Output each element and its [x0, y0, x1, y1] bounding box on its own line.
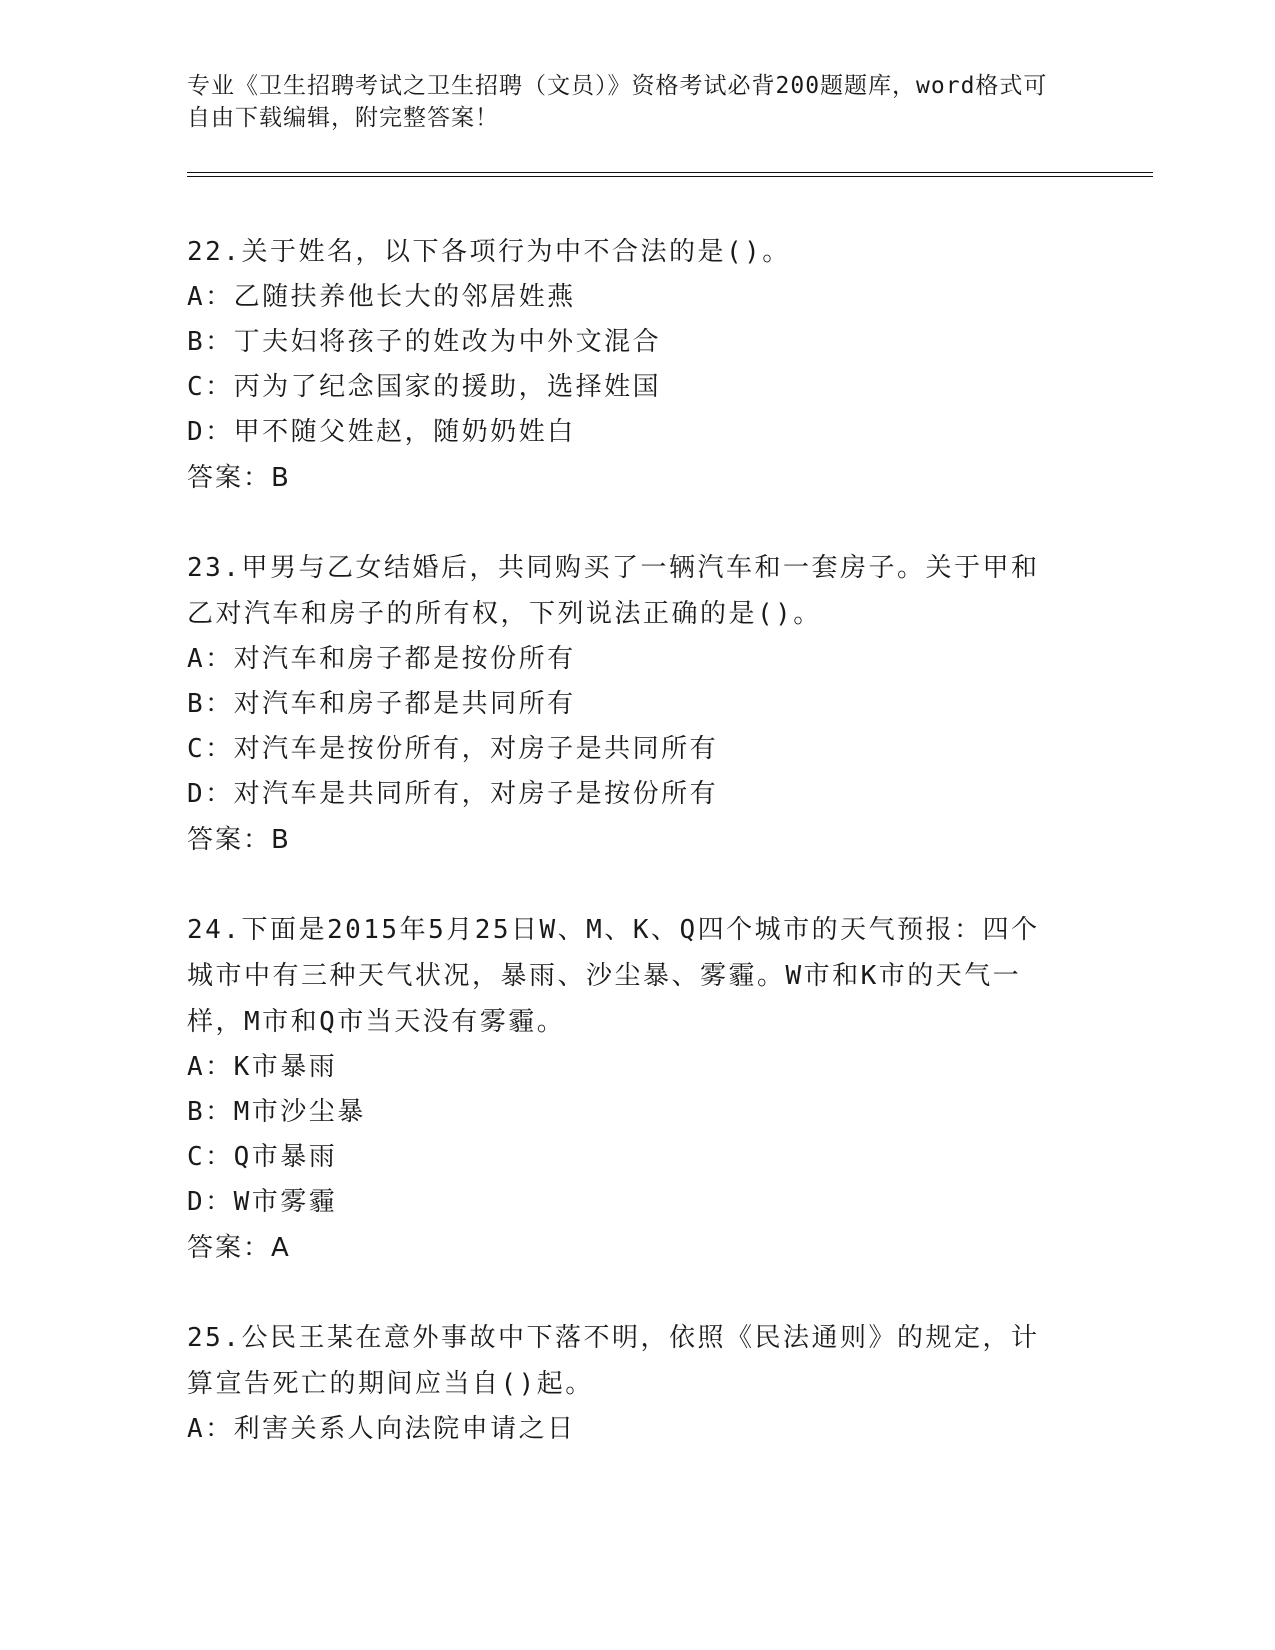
option-b: B：丁夫妇将孩子的姓改为中外文混合 [187, 327, 662, 357]
option-a: A：乙随扶养他长大的邻居姓燕 [187, 282, 576, 312]
question-stem: 23.甲男与乙女结婚后，共同购买了一辆汽车和一套房子。关于甲和乙对汽车和房子的所有权，下列说法正确的是()。 [187, 553, 1040, 629]
option-d: D：甲不随父姓赵，随奶奶姓白 [187, 417, 576, 447]
question-23 [187, 545, 1147, 863]
answer-text: 答案：B [187, 463, 291, 493]
answer-text: 答案：B [187, 825, 291, 855]
option-a: A：对汽车和房子都是按份所有 [187, 644, 576, 674]
option-c: C：丙为了纪念国家的援助，选择姓国 [187, 372, 662, 402]
option-c: C：对汽车是按份所有，对房子是共同所有 [187, 734, 719, 764]
question-stem: 24.下面是2015年5月25日W、M、K、Q四个城市的天气预报：四个城市中有三种天气状况，暴雨、沙尘暴、雾霾。W市和K市的天气一样，M市和Q市当天没有雾霾。 [187, 915, 1040, 1037]
document-header: 专业《卫生招聘考试之卫生招聘（文员）》资格考试必背200题题库，word格式可自由下载编辑，附完整答案！ [187, 73, 1048, 131]
answer-text: 答案：A [187, 1233, 291, 1263]
question-stem: 22.关于姓名，以下各项行为中不合法的是()。 [187, 237, 791, 267]
option-a: A：K市暴雨 [187, 1052, 338, 1082]
question-list [187, 229, 1147, 1452]
option-c: C：Q市暴雨 [187, 1142, 338, 1172]
header-divider [187, 172, 1153, 177]
option-a: A：利害关系人向法院申请之日 [187, 1414, 576, 1444]
document-page [187, 70, 1147, 1496]
question-stem: 25.公民王某在意外事故中下落不明，依照《民法通则》的规定，计算宣告死亡的期间应当自()起。 [187, 1323, 1040, 1399]
question-22 [187, 229, 1147, 501]
question-24 [187, 907, 1147, 1271]
option-b: B：对汽车和房子都是共同所有 [187, 689, 576, 719]
question-25 [187, 1315, 1147, 1452]
option-d: D：W市雾霾 [187, 1187, 338, 1217]
option-d: D：对汽车是共同所有，对房子是按份所有 [187, 779, 719, 809]
option-b: B：M市沙尘暴 [187, 1097, 366, 1127]
